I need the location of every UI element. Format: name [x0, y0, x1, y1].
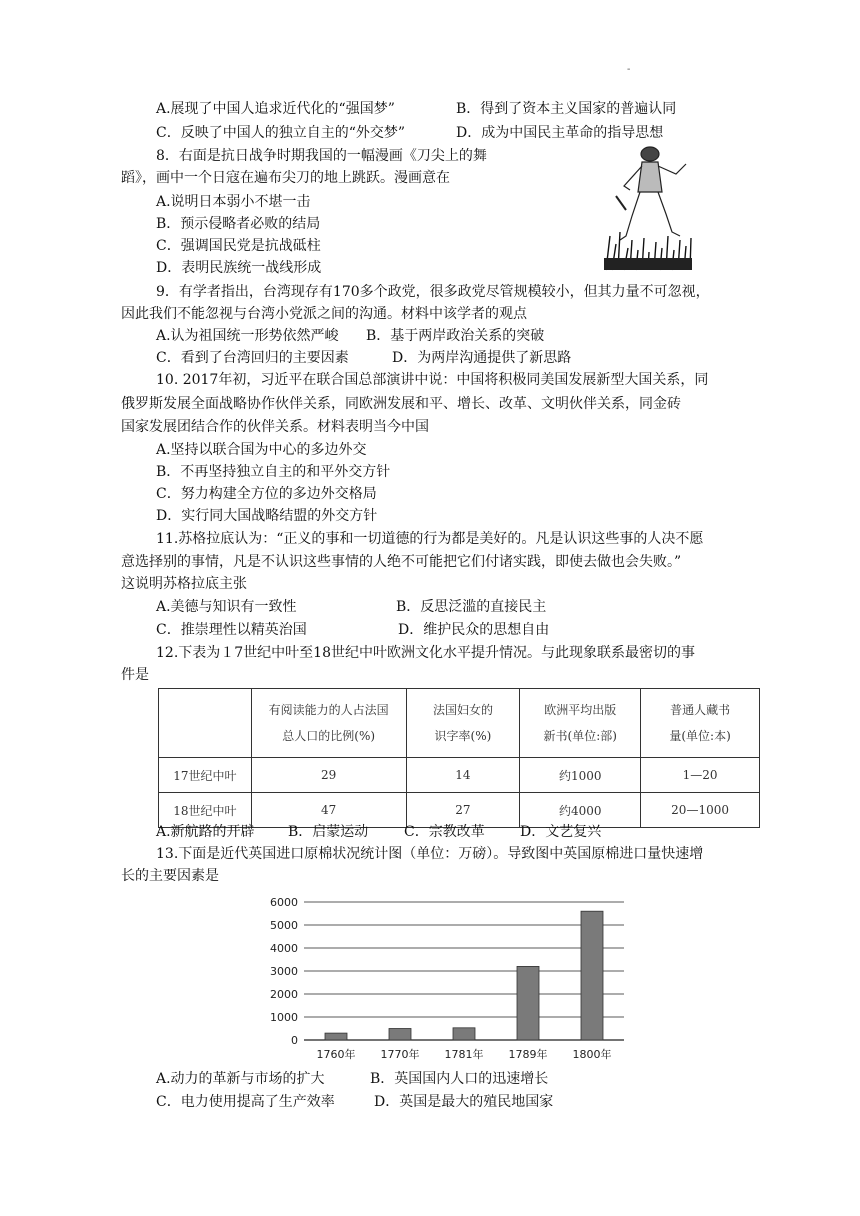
y-tick-label: 0	[291, 1034, 298, 1047]
y-tick-label: 5000	[270, 919, 298, 932]
bar	[517, 966, 539, 1040]
y-tick-label: 4000	[270, 942, 298, 955]
table-cell: 14	[406, 758, 520, 793]
bar	[389, 1029, 411, 1041]
q11-stem-line-3: 这说明苏格拉底主张	[121, 576, 247, 592]
y-tick-label: 2000	[270, 988, 298, 1001]
y-tick-label: 1000	[270, 1011, 298, 1024]
table-corner-cell	[159, 689, 252, 758]
y-tick-label: 3000	[270, 965, 298, 978]
row-label: 18世纪中叶	[159, 793, 252, 828]
table-cell: 约4000	[520, 793, 641, 828]
q8-option-b: B．预示侵略者必败的结局	[156, 216, 321, 232]
header-mark: -	[627, 64, 631, 75]
q12-option-d: D．文艺复兴	[520, 824, 602, 840]
q13-option-c: C．电力使用提高了生产效率	[156, 1094, 335, 1110]
q13-option-d: D．英国是最大的殖民地国家	[374, 1094, 554, 1110]
table-header-cell: 欧洲平均出版 新书(单位:部)	[520, 689, 641, 758]
table-cell: 20—1000	[641, 793, 760, 828]
literacy-table	[158, 688, 760, 828]
q10-option-c: C．努力构建全方位的多边外交格局	[156, 486, 377, 502]
table-header-cell: 法国妇女的 识字率(%)	[406, 689, 520, 758]
q9-option-d: D．为两岸沟通提供了新思路	[392, 350, 572, 366]
q9-option-a: A.认为祖国统一形势依然严峻	[156, 328, 339, 344]
x-tick-label: 1781年	[444, 1048, 484, 1061]
bar	[581, 911, 603, 1040]
table-cell: 1—20	[641, 758, 760, 793]
q7-option-b: B．得到了资本主义国家的普遍认同	[456, 101, 677, 117]
q11-option-c: C．推崇理性以精英治国	[156, 622, 307, 638]
bar	[325, 1033, 347, 1040]
q10-option-d: D．实行同大国战略结盟的外交方针	[156, 508, 378, 524]
q13-stem-line-1: 13.下面是近代英国进口原棉状况统计图（单位：万磅）。导致图中英国原棉进口量快速增	[156, 846, 704, 862]
table-cell: 47	[251, 793, 406, 828]
q10-option-a: A.坚持以联合国为中心的多边外交	[156, 442, 367, 458]
table-row	[159, 758, 760, 793]
dance-on-bayonets-cartoon	[602, 140, 694, 272]
q11-option-a: A.美德与知识有一致性	[156, 599, 297, 615]
q13-option-a: A.动力的革新与市场的扩大	[156, 1071, 325, 1087]
table-header-row	[159, 689, 760, 758]
table-header-cell: 有阅读能力的人占法国 总人口的比例(%)	[251, 689, 406, 758]
table-cell: 29	[251, 758, 406, 793]
q12-stem-line-2: 件是	[121, 667, 149, 683]
row-label: 17世纪中叶	[159, 758, 252, 793]
q12-stem-line-1: 12.下表为１7世纪中叶至18世纪中叶欧洲文化水平提升情况。与此现象联系最密切的事	[156, 645, 695, 661]
x-tick-label: 1770年	[380, 1048, 420, 1061]
q11-stem-line-2: 意选择别的事情，凡是不认识这些事情的人绝不可能把它们付诸实践，即使去做也会失败。”	[121, 554, 682, 570]
q8-stem-line-2: 蹈》，画中一个日寇在遍布尖刀的地上跳跃。漫画意在	[121, 170, 450, 186]
q11-option-d: D．维护民众的思想自由	[398, 622, 550, 638]
q11-option-b: B．反思泛滥的直接民主	[396, 599, 547, 615]
table-header-cell: 普通人藏书 量(单位:本)	[641, 689, 760, 758]
q7-option-d: D．成为中国民主革命的指导思想	[456, 125, 664, 141]
q9-stem-line-1: 9．有学者指出，台湾现存有170多个政党，很多政党尽管规模较小，但其力量不可忽视，	[156, 284, 710, 300]
x-tick-label: 1800年	[572, 1048, 612, 1061]
x-tick-label: 1789年	[508, 1048, 548, 1061]
q10-stem-line-1: 10. 2017年初，习近平在联合国总部演讲中说：中国将积极同美国发展新型大国关系，同	[156, 372, 709, 388]
q9-option-c: C．看到了台湾回归的主要因素	[156, 350, 349, 366]
q12-option-c: C．宗教改革	[404, 824, 485, 840]
table-cell: 27	[406, 793, 520, 828]
q13-stem-line-2: 长的主要因素是	[121, 868, 219, 884]
q10-stem-line-3: 国家发展团结合作的伙伴关系。材料表明当今中国	[121, 419, 429, 435]
q12-option-b: B．启蒙运动	[288, 824, 369, 840]
y-tick-label: 6000	[270, 896, 298, 909]
q8-option-a: A.说明日本弱小不堪一击	[156, 194, 311, 210]
q10-stem-line-2: 俄罗斯发展全面战略协作伙伴关系，同欧洲发展和平、增长、改革、文明伙伴关系，同金砖	[121, 396, 681, 412]
q8-option-c: C．强调国民党是抗战砥柱	[156, 238, 321, 254]
q11-stem-line-1: 11.苏格拉底认为：“正义的事和一切道德的行为都是美好的。凡是认识这些事的人决不愿	[156, 531, 704, 547]
q12-option-a: A.新航路的开辟	[156, 824, 255, 840]
q9-stem-line-2: 因此我们不能忽视与台湾小党派之间的沟通。材料中该学者的观点	[121, 306, 527, 322]
q13-option-b: B．英国国内人口的迅速增长	[370, 1071, 549, 1087]
table-cell: 约1000	[520, 758, 641, 793]
x-tick-label: 1760年	[316, 1048, 356, 1061]
q8-stem-line-1: 8．右面是抗日战争时期我国的一幅漫画《刀尖上的舞	[156, 148, 487, 164]
cotton-import-bar-chart	[260, 888, 640, 1068]
q10-option-b: B．不再坚持独立自主的和平外交方针	[156, 464, 391, 480]
q8-option-d: D．表明民族统一战线形成	[156, 260, 322, 276]
q7-option-c: C．反映了中国人的独立自主的“外交梦”	[156, 125, 406, 141]
bar	[453, 1028, 475, 1040]
q7-option-a: A.展现了中国人追求近代化的“强国梦”	[156, 101, 395, 117]
q9-option-b: B．基于两岸政治关系的突破	[366, 328, 545, 344]
